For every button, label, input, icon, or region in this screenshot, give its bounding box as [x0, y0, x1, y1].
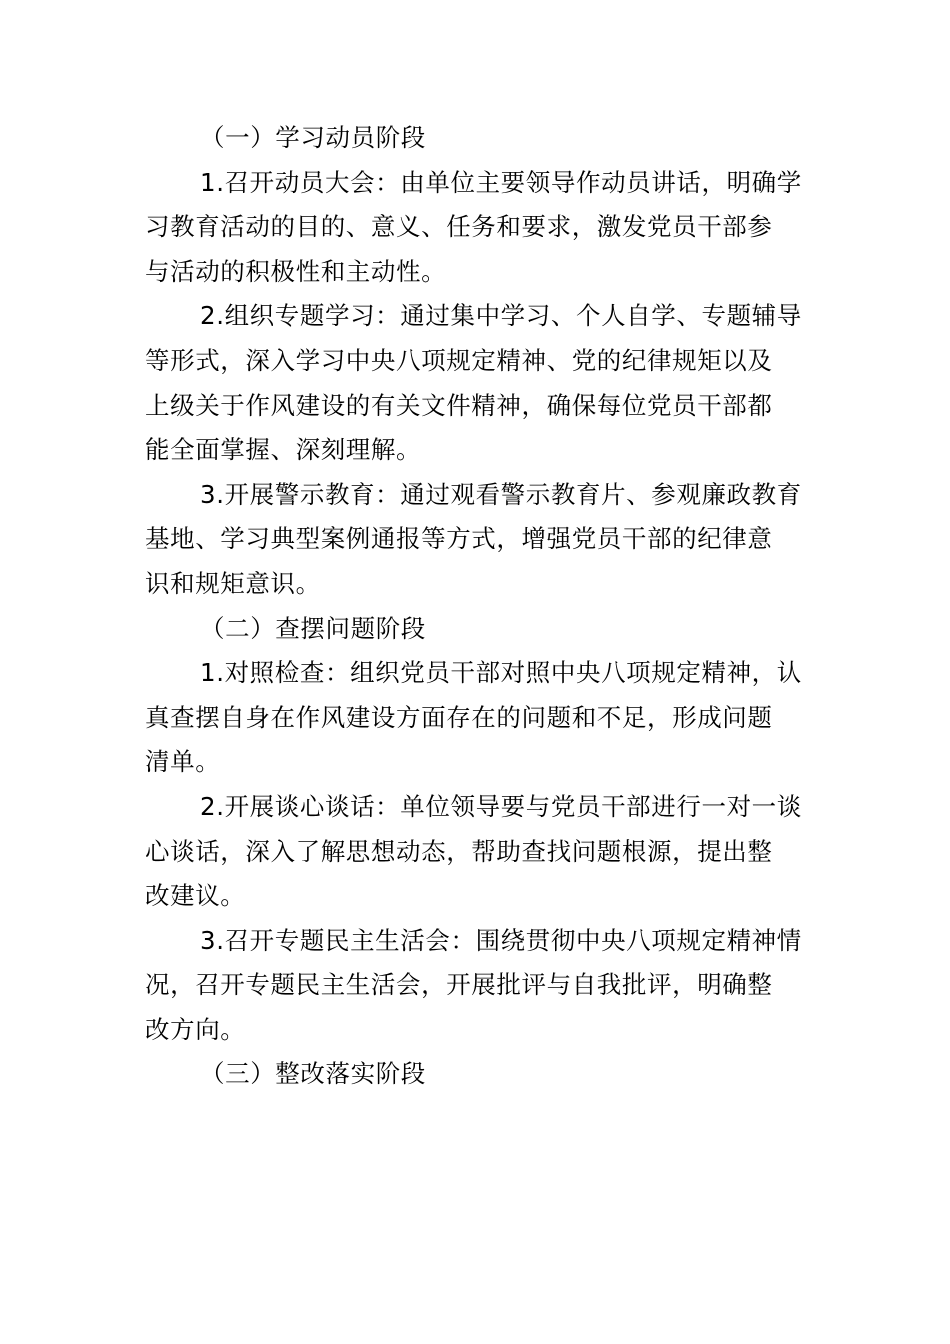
- section-heading-1: [145, 116, 810, 161]
- paragraph-line: 3.召开专题民主生活会：围绕贯彻中央八项规定精神情: [200, 925, 802, 955]
- paragraph-self-check: [145, 651, 810, 785]
- paragraph-special-study: [145, 294, 810, 472]
- section-heading-3: [145, 1052, 810, 1097]
- paragraph-line: 况，召开专题民主生活会，开展批评与自我批评，明确整: [145, 970, 773, 1000]
- paragraph-line: 能全面掌握、深刻理解。: [145, 435, 422, 465]
- paragraph-line: 1.对照检查：组织党员干部对照中央八项规定精神，认: [200, 658, 802, 688]
- paragraph-line: 改方向。: [145, 1014, 246, 1044]
- paragraph-line: 2.组织专题学习：通过集中学习、个人自学、专题辅导: [200, 301, 802, 331]
- paragraph-line: 真查摆自身在作风建设方面存在的问题和不足，形成问题: [145, 702, 773, 732]
- paragraph-line: 2.开展谈心谈话：单位领导要与党员干部进行一对一谈: [200, 791, 802, 821]
- paragraph-line: 识和规矩意识。: [145, 568, 321, 598]
- paragraph-line: 与活动的积极性和主动性。: [145, 256, 447, 286]
- paragraph-line: 等形式，深入学习中央八项规定精神、党的纪律规矩以及: [145, 345, 773, 375]
- paragraph-heart-to-heart-talk: [145, 785, 810, 919]
- paragraph-line: 清单。: [145, 747, 221, 777]
- paragraph-line: 1.召开动员大会：由单位主要领导作动员讲话，明确学: [200, 167, 802, 197]
- paragraph-line: 心谈话，深入了解思想动态，帮助查找问题根源，提出整: [145, 836, 773, 866]
- document-page: [145, 116, 810, 1097]
- paragraph-democratic-life-meeting: [145, 919, 810, 1053]
- paragraph-warning-education: [145, 473, 810, 607]
- paragraph-line: 3.开展警示教育：通过观看警示教育片、参观廉政教育: [200, 479, 802, 509]
- section-heading-2: [145, 607, 810, 652]
- paragraph-line: 习教育活动的目的、意义、任务和要求，激发党员干部参: [145, 212, 773, 242]
- paragraph-mobilization-meeting: [145, 161, 810, 295]
- heading-text: （三）整改落实阶段: [200, 1059, 426, 1089]
- paragraph-line: 改建议。: [145, 881, 246, 911]
- paragraph-line: 上级关于作风建设的有关文件精神，确保每位党员干部都: [145, 390, 773, 420]
- heading-text: （一）学习动员阶段: [200, 123, 426, 152]
- paragraph-line: 基地、学习典型案例通报等方式，增强党员干部的纪律意: [145, 524, 773, 554]
- heading-text: （二）查摆问题阶段: [200, 613, 426, 643]
